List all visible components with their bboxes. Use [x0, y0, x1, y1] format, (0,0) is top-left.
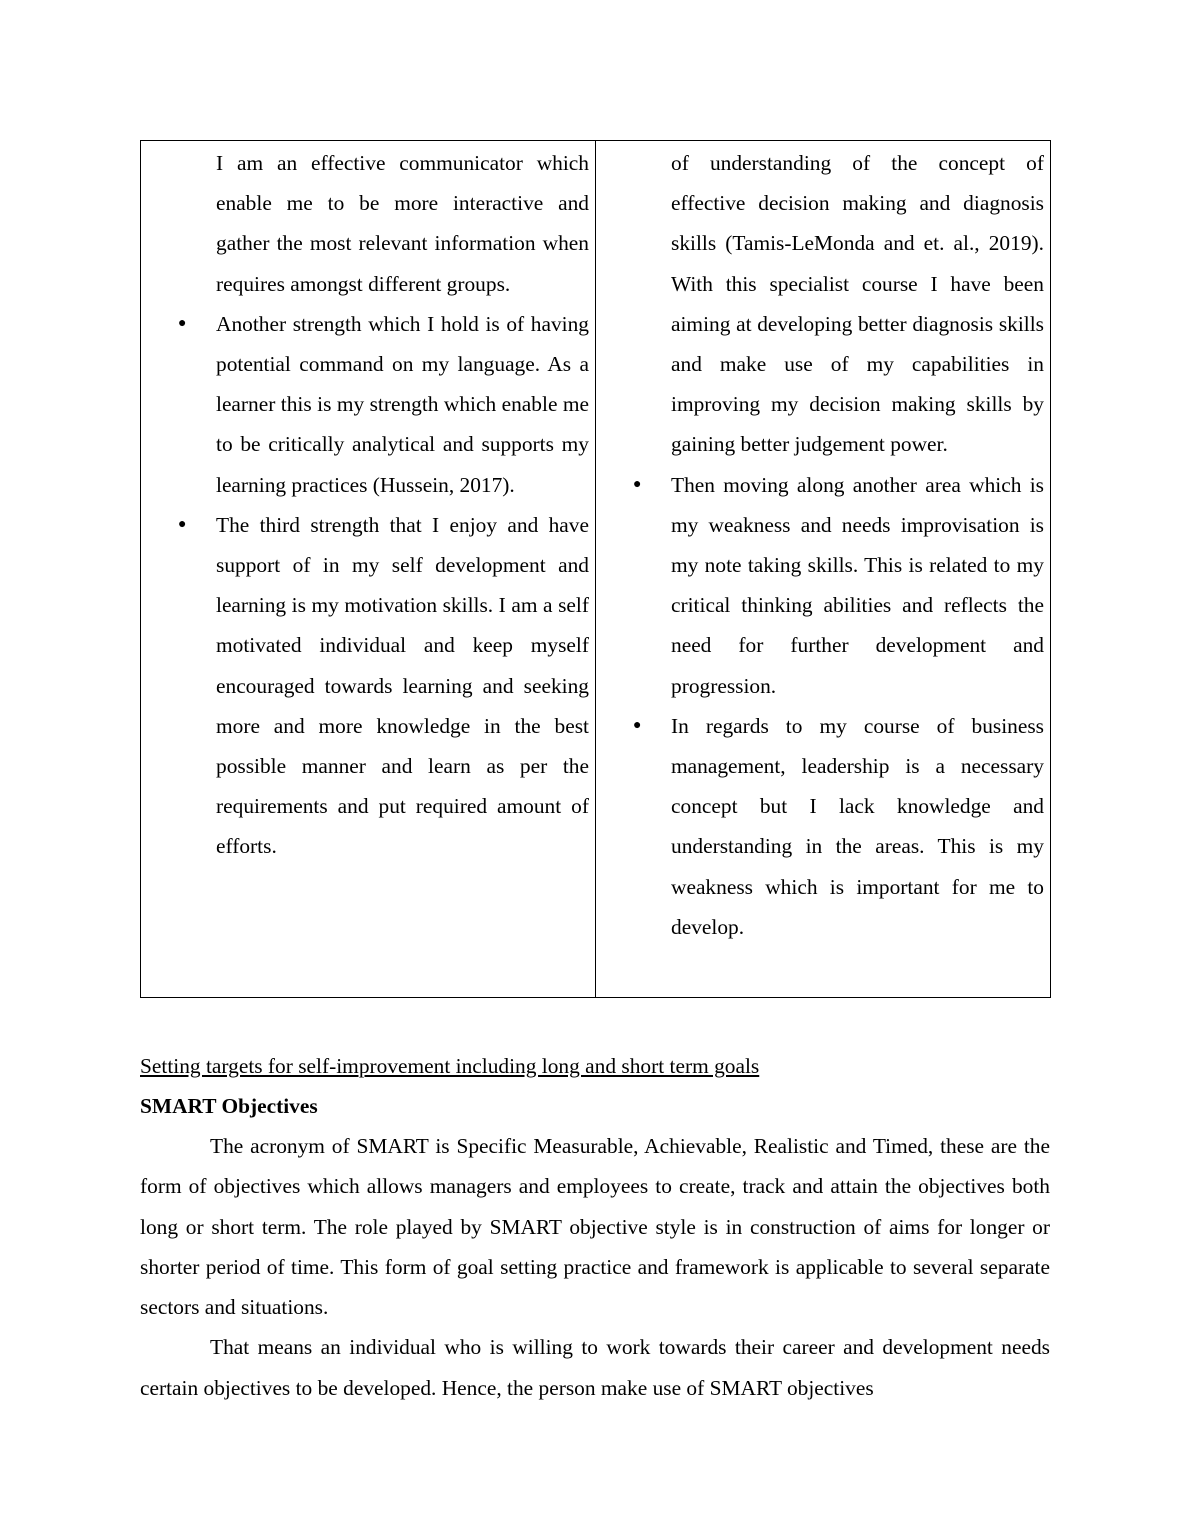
list-item: [596, 465, 1044, 706]
weaknesses-cell: [596, 141, 1051, 998]
strengths-cell: [141, 141, 596, 998]
list-item: [141, 304, 589, 505]
item-text: Another strength which I hold is of having potential command on my language. As a learner this is my strength which enable me to be critically analytical and supports my learning practices (Hussein, 2017).: [216, 311, 589, 497]
list-item: [596, 143, 1044, 465]
item-text: I am an effective communicator which enable me to be more interactive and gather the most relevant information when requires amongst different groups.: [216, 151, 589, 296]
document-page: [140, 140, 1050, 1408]
sub-heading: SMART Objectives: [140, 1094, 318, 1118]
body-paragraph: That means an individual who is willing to work towards their career and development needs certain objectives to be developed. Hence, the person make use of SMART objectives: [140, 1335, 1050, 1400]
bullet-icon: ●: [178, 516, 187, 532]
body-paragraph: The acronym of SMART is Specific Measurable, Achievable, Realistic and Timed, these are the form of objectives which allows managers and employees to create, track and attain the objectives both long or short term. The role played by SMART objective style is in construction of aims for longer or shorter period of time. This form of goal setting practice and framework is applicable to several separate sectors and situations.: [140, 1134, 1050, 1320]
item-text: Then moving along another area which is my weakness and needs improvisation is my note taking skills. This is related to my critical thinking abilities and reflects the need for further development and progression.: [671, 472, 1044, 698]
bullet-icon: ●: [633, 717, 642, 733]
list-item: [141, 143, 589, 304]
strengths-weaknesses-table: [140, 140, 1051, 998]
bullet-icon: ●: [178, 315, 187, 331]
bullet-icon: ●: [633, 476, 642, 492]
item-text: In regards to my course of business management, leadership is a necessary concept but I lack knowledge and understanding in the areas. This is my weakness which is important for me to develop.: [671, 713, 1044, 939]
list-item: [596, 706, 1044, 947]
table-row: [141, 141, 1051, 998]
item-text: of understanding of the concept of effective decision making and diagnosis skills (Tamis-LeMonda and et. al., 2019). With this specialist course I have been aiming at developing better diagnosis skills and make use of my capabilities in improving my decision making skills by gaining better judgement power.: [671, 151, 1044, 457]
section-title: Setting targets for self-improvement including long and short term goals: [140, 1054, 760, 1078]
item-text: The third strength that I enjoy and have support of in my self development and learning is my motivation skills. I am a self motivated individual and keep myself encouraged towards learning and seeking more and more knowledge in the best possible manner and learn as per the requirements and put required amount of efforts.: [216, 512, 589, 859]
list-item: [141, 505, 589, 867]
